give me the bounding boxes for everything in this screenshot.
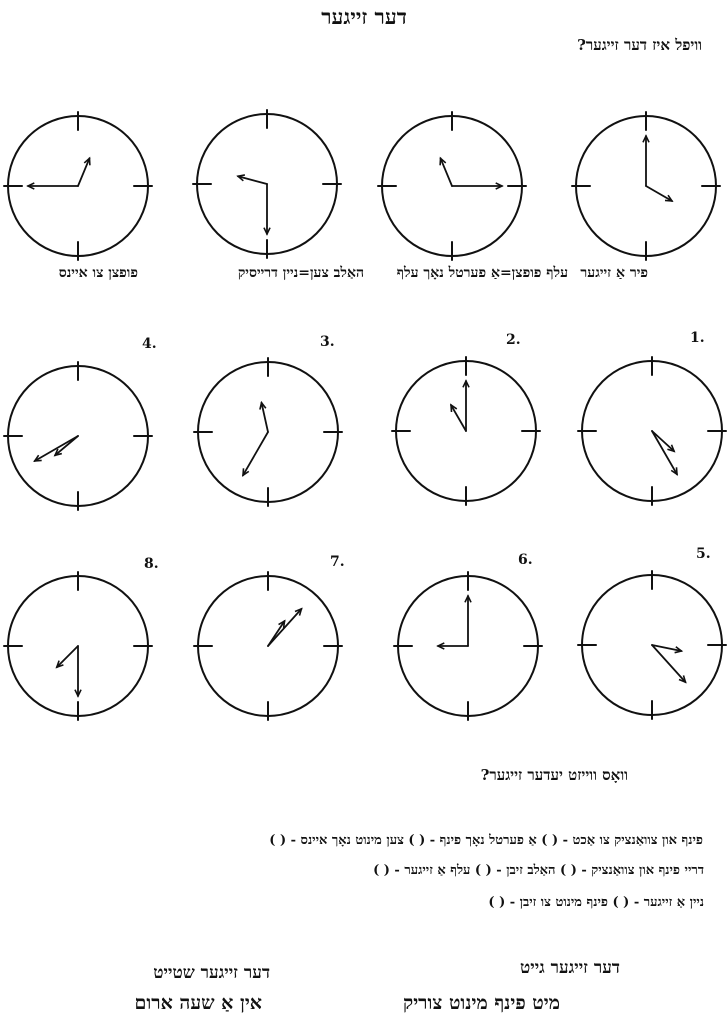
minute-hand: [268, 609, 301, 646]
exercise-number-2: 2.: [506, 332, 521, 348]
example-clock-4: [4, 112, 152, 260]
example-label-2: עלף פופצן=אַ פערטל נאָך עלף: [396, 265, 568, 281]
example-clock-2: [378, 112, 526, 260]
hour-hand: [55, 436, 78, 455]
hour-hand: [441, 158, 452, 186]
hour-hand: [78, 158, 89, 186]
question-heading: וויפל איז דער זייגער?: [577, 36, 702, 54]
bottom-right-text: מיט פינף מינוט צוריק: [403, 992, 560, 1014]
example-clock-3: [193, 110, 341, 258]
bottom-right-heading: דער זייגער גייט: [519, 958, 620, 978]
exercise-clock-4: [4, 362, 152, 510]
minute-hand: [243, 432, 268, 475]
hour-hand: [57, 646, 78, 667]
exercise-clock-3: [194, 358, 342, 506]
minute-hand: [652, 431, 677, 474]
hour-hand: [451, 405, 466, 431]
exercise-number-3: 3.: [320, 334, 335, 350]
options-line-1: פינף און צוואַנציק צו אַכט - ( ) אַ פערטל נאָך פינף - ( ) צען מינוט נאָך איינס - ( ): [269, 833, 703, 848]
exercise-clock-8: [4, 572, 152, 720]
hour-hand: [646, 186, 672, 201]
exercise-number-4: 4.: [142, 336, 157, 352]
hour-hand: [268, 621, 285, 646]
exercise-number-8: 8.: [144, 556, 159, 572]
exercise-clock-6: [394, 572, 542, 720]
example-label-3: האַלב צען=ניין דרייסיק: [237, 265, 364, 281]
exercise-clock-5: [578, 571, 726, 719]
exercise-number-5: 5.: [696, 546, 711, 562]
exercise-clock-1: [578, 357, 726, 505]
example-label-4: פופצן צו איינס: [58, 265, 138, 281]
matching-heading: וואָס ווייזט יעדער זייגער?: [480, 766, 628, 784]
bottom-left-heading: דער זייגער שטייט: [153, 963, 270, 983]
exercise-number-1: 1.: [690, 330, 705, 346]
hour-hand: [652, 431, 674, 451]
exercise-clock-7: [194, 572, 342, 720]
bottom-left-text: אין אַ שעה ארום: [134, 992, 262, 1014]
options-line-2: דריי פינף און צוואַנציק - ( ) האַלב זיבן - ( ) עלף אַ זייגער - ( ): [373, 863, 704, 878]
example-clock-1: [572, 112, 720, 260]
page-title: דער זייגער: [321, 4, 407, 29]
minute-hand: [35, 436, 78, 461]
example-label-1: פיר אַ זייגער: [580, 265, 648, 281]
options-line-3: ניין אַ זייגער - ( ) פינף מינוט צו זיבן - ( ): [488, 895, 704, 910]
exercise-number-6: 6.: [518, 552, 533, 568]
exercise-number-7: 7.: [330, 554, 345, 570]
exercise-clock-2: [392, 357, 540, 505]
